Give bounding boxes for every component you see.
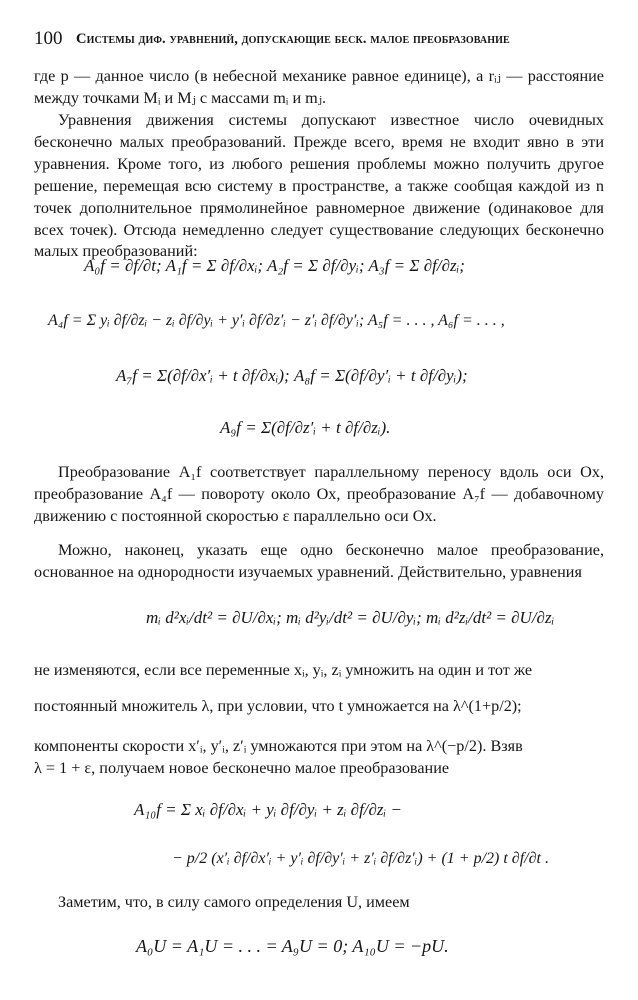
eq3-text: A₇f = Σ(∂f/∂x′ᵢ + t ∂f/∂xᵢ); A₈f = Σ(∂f/∂y′ᵢ + t ∂f/∂yᵢ); [116,366,468,385]
eq6b-text: − p/2 (x′ᵢ ∂f/∂x′ᵢ + y′ᵢ ∂f/∂y′ᵢ + z′ᵢ ∂f/∂z′ᵢ) + (1 + p/2) t ∂f/∂t . [172,850,549,867]
paragraph-interpretation: Преобразование A₁f соответствует параллельному переносу вдоль оси Ox, преобразование A₄f — повороту около Ox, преобразование A₇f — добавочному движению с постоянной скоростью ε параллельно оси Ox. [34,463,604,525]
equation-a10-line2 [172,850,549,868]
paragraph-homogeneity: Можно, наконец, указать еще одно бесконечно малое преобразование, основанное на однородности изучаемых уравнений. Действительно, уравнения [34,541,604,581]
paragraph-remark: Заметим, что, в силу самого определения U, имеем [58,893,410,911]
eq5-text: mᵢ d²xᵢ/dt² = ∂U/∂xᵢ; mᵢ d²yᵢ/dt² = ∂U/∂yᵢ; mᵢ d²zᵢ/dt² = ∂U/∂zᵢ [146,608,555,627]
paragraph-scaling-4: λ = 1 + ε, получаем новое бесконечно малое преобразование [34,759,450,777]
page-header [34,28,610,50]
paragraph-transformations: Уравнения движения системы допускают известное число очевидных бесконечно малых преобразований. Прежде всего, время не входит явно в эти уравнения. Кроме того, из любого решения проблемы можно получить другое решение, перемещая всю систему в пространстве, а также сообщая каждой из n точек дополнительное прямолинейное равномерное движение (одинаковое для всех точек). Отсюда немедленно следует существование следующих бесконечно малых преобразований: [34,111,604,261]
eq4-text: A₉f = Σ(∂f/∂z′ᵢ + t ∂f/∂zᵢ). [220,418,391,437]
paragraph-scaling-2: постоянный множитель λ, при условии, что t умножается на λ^(1+p/2); [34,697,522,715]
running-title: Системы диф. уравнений, допускающие беск. малое преобразование [76,31,510,47]
eq6a-text: A₁₀f = Σ xᵢ ∂f/∂xᵢ + yᵢ ∂f/∂yᵢ + zᵢ ∂f/∂zᵢ − [134,800,402,819]
equation-motion [146,608,554,628]
eq1-text: A₀f = ∂f/∂t; A₁f = Σ ∂f/∂xᵢ; A₂f = Σ ∂f/∂yᵢ; A₃f = Σ ∂f/∂zᵢ; [84,256,465,275]
paragraph-scaling-3: компоненты скорости x′ᵢ, y′ᵢ, z′ᵢ умножаются при этом на λ^(−p/2). Взяв [34,737,523,755]
equation-a4-a6 [48,312,505,330]
equation-a0-a3 [84,256,465,276]
paragraph-intro: где p — данное число (в небесной механике равное единице), a rᵢⱼ — расстояние между точками Mᵢ и Mⱼ с массами mᵢ и mⱼ. [34,67,604,107]
eq7-text: A₀U = A₁U = . . . = A₉U = 0; A₁₀U = −pU. [136,936,449,956]
equation-u-conditions [136,936,449,957]
equation-a9 [220,418,390,438]
equation-a10-line1 [134,800,402,820]
eq2-text: A₄f = Σ yᵢ ∂f/∂zᵢ − zᵢ ∂f/∂yᵢ + y′ᵢ ∂f/∂z′ᵢ − z′ᵢ ∂f/∂y′ᵢ; A₅f = . . . , A₆f = . . . , [48,312,505,329]
equation-a7-a8 [116,366,468,386]
paragraph-scaling-1: не изменяются, если все переменные xᵢ, yᵢ, zᵢ умножить на один и тот же [34,661,533,679]
page-number: 100 [34,28,63,49]
